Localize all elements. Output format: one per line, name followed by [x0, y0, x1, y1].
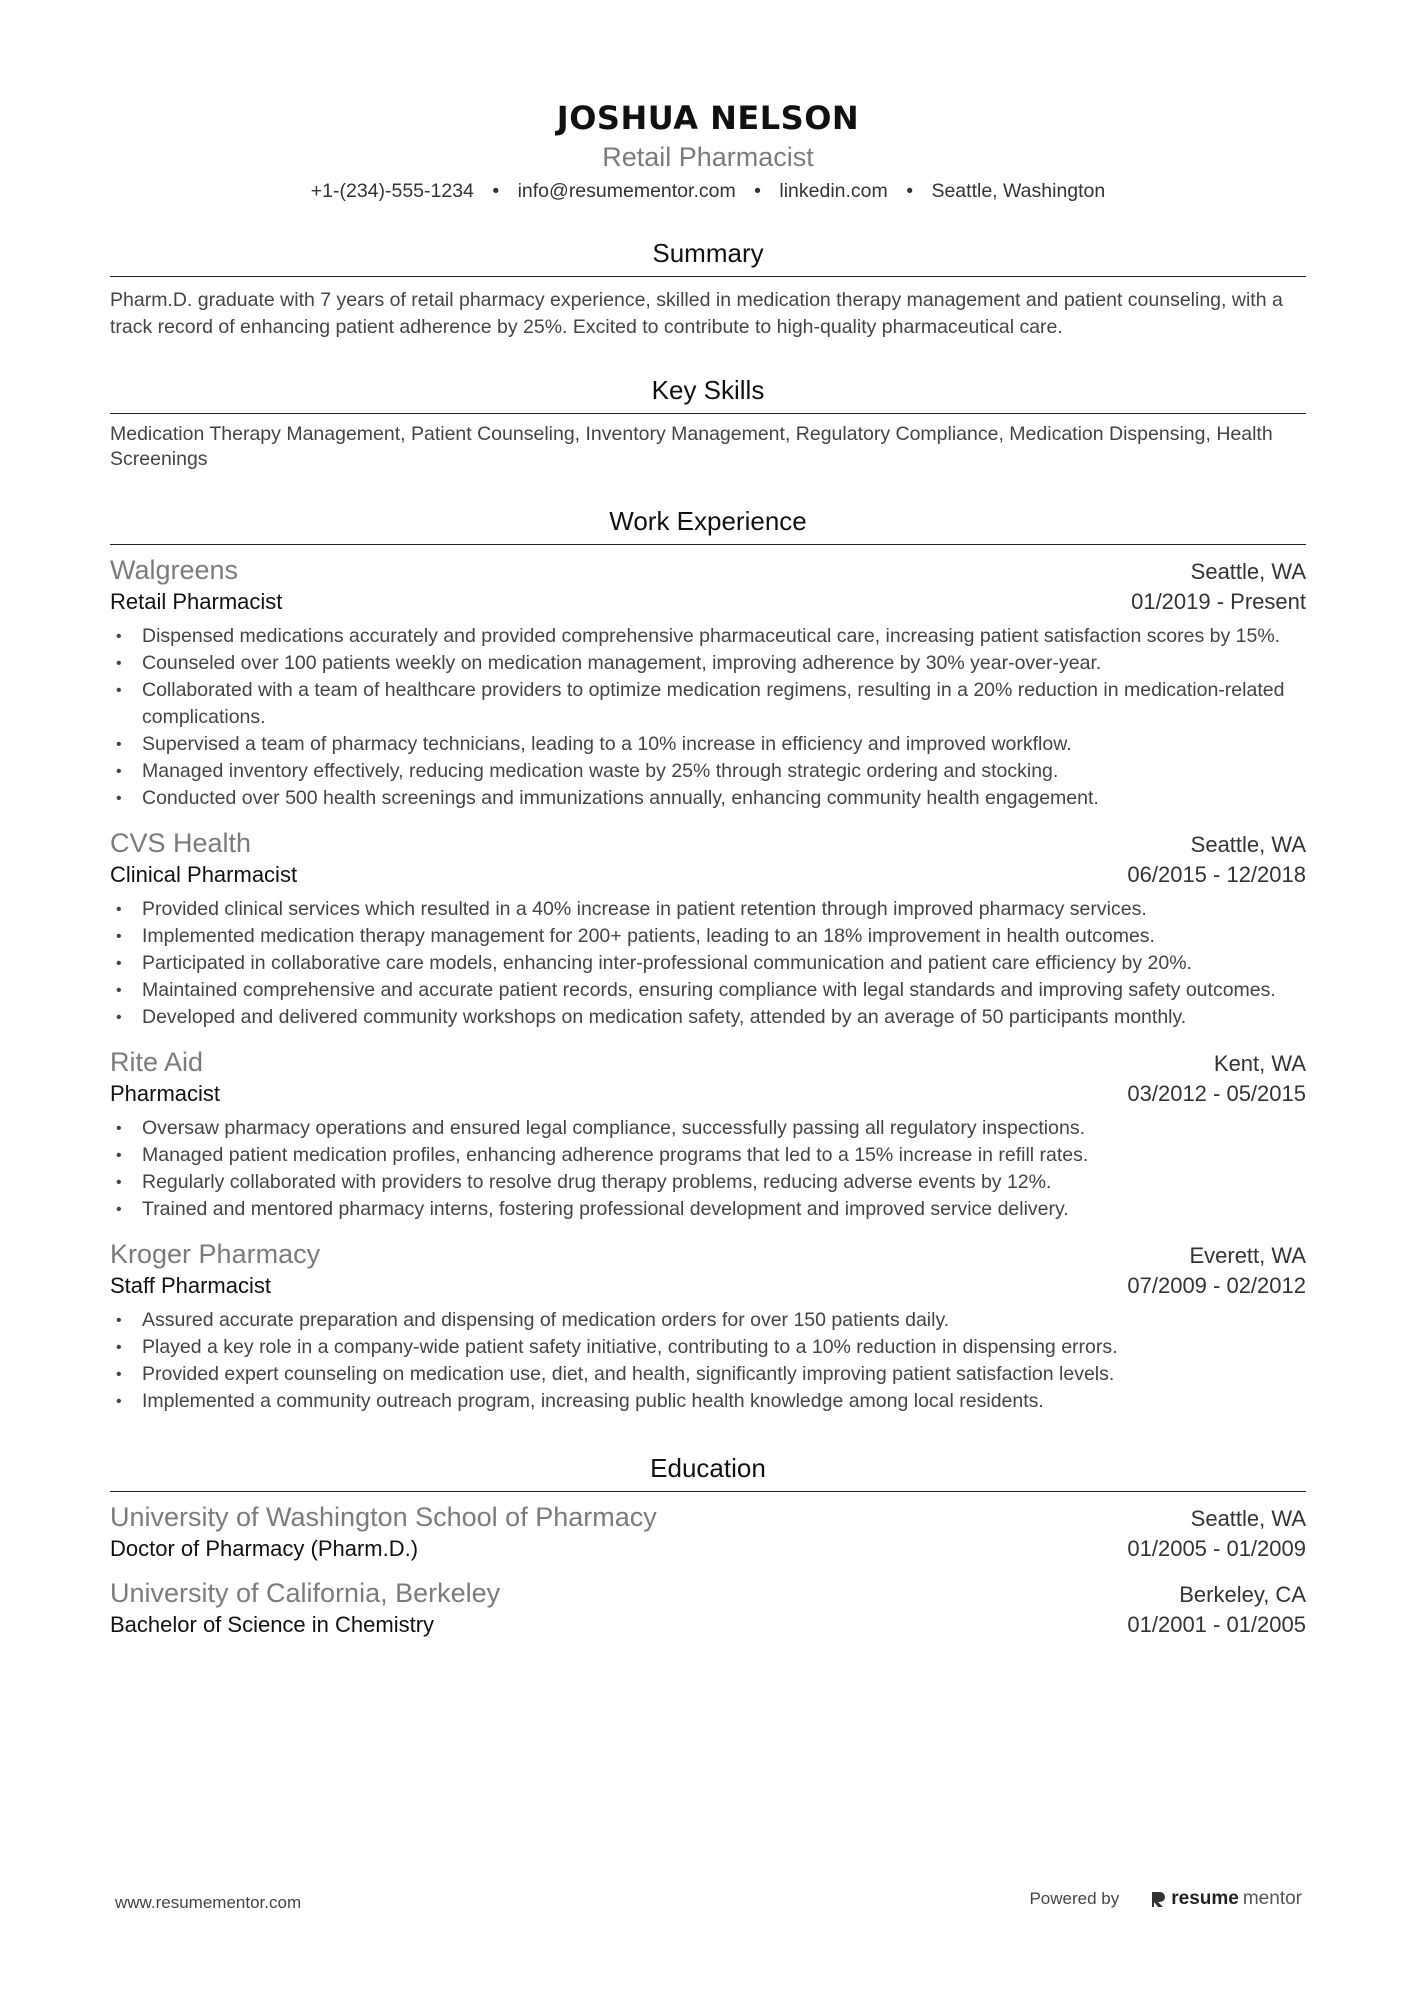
- job-bullet: [110, 623, 1306, 650]
- degree-name: Doctor of Pharmacy (Pharm.D.): [110, 1536, 419, 1561]
- brand-logo-icon: [1149, 1890, 1167, 1908]
- job-dates: 01/2019 - Present: [1131, 589, 1306, 614]
- footer-website[interactable]: www.resumementor.com: [115, 1893, 302, 1912]
- degree-row: [110, 1534, 1306, 1564]
- section-heading-summary: Summary: [110, 236, 1306, 277]
- job-bullet: [110, 1142, 1306, 1169]
- job-bullet: [110, 731, 1306, 758]
- bullet-dot: •: [116, 1009, 122, 1026]
- job-bullet: [110, 1196, 1306, 1223]
- job-bullet-text: Played a key role in a company-wide patient safety initiative, contributing to a 10% reduction in dispensing errors.: [142, 1336, 1118, 1358]
- degree-dates: 01/2005 - 01/2009: [1127, 1536, 1306, 1561]
- job-bullet-text: Provided clinical services which resulted in a 40% increase in patient retention through improved pharmacy services.: [142, 898, 1147, 920]
- bullet-dot: •: [116, 928, 122, 945]
- job-company: Walgreens: [110, 555, 239, 585]
- bullet-dot: •: [116, 1339, 122, 1356]
- education-entry: [110, 1500, 1306, 1564]
- job-bullet: [110, 1307, 1306, 1334]
- job-bullet: [110, 785, 1306, 812]
- education-section: [110, 1451, 1306, 1640]
- contact-line: [110, 176, 1306, 206]
- section-heading-skills: Key Skills: [110, 373, 1306, 414]
- schools-list: [110, 1500, 1306, 1640]
- job-dates: 03/2012 - 05/2015: [1127, 1081, 1306, 1106]
- job-bullet-text: Provided expert counseling on medication use, diet, and health, significantly improving patient satisfaction levels.: [142, 1363, 1115, 1385]
- job-entry: [110, 553, 1306, 812]
- job-bullet: [110, 677, 1306, 731]
- summary-section: [110, 236, 1306, 341]
- job-bullet: [110, 1361, 1306, 1388]
- job-location: Everett, WA: [1189, 1243, 1306, 1268]
- job-bullet-text: Participated in collaborative care models, enhancing inter-professional communication and patient care efficiency by 20%.: [142, 952, 1192, 974]
- contact-separator: •: [906, 180, 914, 202]
- bullet-dot: •: [116, 1366, 122, 1383]
- brand-logo[interactable]: [1149, 1888, 1302, 1910]
- bullet-dot: •: [116, 1201, 122, 1218]
- job-bullet-text: Assured accurate preparation and dispensing of medication orders for over 150 patients daily.: [142, 1309, 950, 1331]
- job-bullet: [110, 1115, 1306, 1142]
- brand-name-part1: resume: [1171, 1888, 1239, 1909]
- job-bullets: [110, 1115, 1306, 1223]
- job-bullet-text: Counseled over 100 patients weekly on medication management, improving adherence by 30% year-over-year.: [142, 652, 1102, 674]
- job-bullet: [110, 977, 1306, 1004]
- job-title: Staff Pharmacist: [110, 1273, 271, 1298]
- school-location: Berkeley, CA: [1179, 1582, 1306, 1607]
- contact-separator: •: [492, 180, 500, 202]
- job-header-row: [110, 1045, 1306, 1079]
- job-bullet-text: Developed and delivered community workshops on medication safety, attended by an average of 50 participants monthly.: [142, 1006, 1187, 1028]
- bullet-dot: •: [116, 1120, 122, 1137]
- contact-phone: +1-(234)-555-1234: [310, 180, 474, 202]
- job-bullet: [110, 1334, 1306, 1361]
- contact-linkedin[interactable]: linkedin.com: [779, 180, 888, 202]
- job-dates: 07/2009 - 02/2012: [1127, 1273, 1306, 1298]
- job-bullets: [110, 1307, 1306, 1415]
- job-location: Seattle, WA: [1190, 832, 1306, 857]
- contact-separator: •: [754, 180, 761, 202]
- powered-by-label: Powered by: [1029, 1889, 1120, 1908]
- jobs-list: [110, 553, 1306, 1415]
- degree-row: [110, 1610, 1306, 1640]
- candidate-role: Retail Pharmacist: [602, 142, 814, 172]
- bullet-dot: •: [116, 982, 122, 999]
- bullet-dot: •: [116, 1147, 122, 1164]
- job-bullet: [110, 1004, 1306, 1031]
- contact-email[interactable]: info@resumementor.com: [517, 180, 736, 202]
- job-bullets: [110, 623, 1306, 812]
- job-bullet-text: Maintained comprehensive and accurate patient records, ensuring compliance with legal standards and improving safety outcomes.: [142, 979, 1276, 1001]
- skills-text: Medication Therapy Management, Patient Counseling, Inventory Management, Regulatory Compliance, Medication Dispensing, Health Screenings: [110, 423, 1273, 470]
- bullet-dot: •: [116, 736, 122, 753]
- job-header-row: [110, 826, 1306, 860]
- job-title-row: [110, 1079, 1306, 1109]
- job-title-row: [110, 860, 1306, 890]
- bullet-dot: •: [116, 901, 122, 918]
- job-location: Seattle, WA: [1190, 559, 1306, 584]
- job-bullet: [110, 650, 1306, 677]
- job-bullet-text: Dispensed medications accurately and provided comprehensive pharmaceutical care, increasing patient satisfaction scores by 15%.: [142, 625, 1281, 647]
- job-bullet: [110, 1388, 1306, 1415]
- bullet-dot: •: [116, 955, 122, 972]
- school-header-row: [110, 1500, 1306, 1534]
- job-bullets: [110, 896, 1306, 1031]
- job-company: Kroger Pharmacy: [110, 1239, 321, 1269]
- degree-dates: 01/2001 - 01/2005: [1127, 1612, 1306, 1637]
- school-name: University of Washington School of Pharmacy: [110, 1502, 657, 1532]
- footer-brand: [1029, 1888, 1302, 1910]
- bullet-dot: •: [116, 763, 122, 780]
- job-title: Clinical Pharmacist: [110, 862, 298, 887]
- job-bullet: [110, 1169, 1306, 1196]
- job-entry: [110, 1045, 1306, 1223]
- job-dates: 06/2015 - 12/2018: [1127, 862, 1306, 887]
- summary-text: Pharm.D. graduate with 7 years of retail pharmacy experience, skilled in medication therapy management and patient counseling, with a track record of enhancing patient adherence by 25%. Excited to contribute to high-quality pharmaceutical care.: [110, 289, 1283, 338]
- job-bullet: [110, 923, 1306, 950]
- job-header-row: [110, 553, 1306, 587]
- job-header-row: [110, 1237, 1306, 1271]
- job-bullet-text: Collaborated with a team of healthcare providers to optimize medication regimens, resulting in a 20% reduction in medication-related complications.: [142, 679, 1285, 728]
- job-bullet-text: Supervised a team of pharmacy technicians, leading to a 10% increase in efficiency and improved workflow.: [142, 733, 1072, 755]
- school-location: Seattle, WA: [1190, 1506, 1306, 1531]
- job-bullet-text: Conducted over 500 health screenings and immunizations annually, enhancing community health engagement.: [142, 787, 1099, 809]
- job-entry: [110, 1237, 1306, 1415]
- job-bullet: [110, 758, 1306, 785]
- job-title-row: [110, 1271, 1306, 1301]
- bullet-dot: •: [116, 790, 122, 807]
- bullet-dot: •: [116, 655, 122, 672]
- bullet-dot: •: [116, 1174, 122, 1191]
- education-entry: [110, 1576, 1306, 1640]
- bullet-dot: •: [116, 682, 122, 699]
- section-heading-education: Education: [110, 1451, 1306, 1492]
- job-title: Retail Pharmacist: [110, 589, 283, 614]
- bullet-dot: •: [116, 1393, 122, 1410]
- job-company: CVS Health: [110, 828, 252, 858]
- job-company: Rite Aid: [110, 1047, 204, 1077]
- bullet-dot: •: [116, 1312, 122, 1329]
- job-bullet: [110, 950, 1306, 977]
- job-entry: [110, 826, 1306, 1031]
- job-location: Kent, WA: [1213, 1051, 1306, 1076]
- job-bullet-text: Oversaw pharmacy operations and ensured legal compliance, successfully passing all regulatory inspections.: [142, 1117, 1085, 1139]
- job-bullet-text: Implemented medication therapy management for 200+ patients, leading to an 18% improvement in health outcomes.: [142, 925, 1155, 947]
- brand-name-part2: mentor: [1242, 1888, 1302, 1909]
- contact-location: Seattle, Washington: [931, 180, 1106, 202]
- degree-name: Bachelor of Science in Chemistry: [110, 1612, 435, 1637]
- job-bullet-text: Managed patient medication profiles, enhancing adherence programs that led to a 15% increase in refill rates.: [142, 1144, 1089, 1166]
- job-bullet-text: Implemented a community outreach program, increasing public health knowledge among local residents.: [142, 1390, 1044, 1412]
- resume-content: [110, 96, 1306, 1640]
- job-bullet-text: Trained and mentored pharmacy interns, fostering professional development and improved service delivery.: [142, 1198, 1069, 1220]
- job-bullet: [110, 896, 1306, 923]
- school-header-row: [110, 1576, 1306, 1610]
- job-bullet-text: Managed inventory effectively, reducing medication waste by 25% through strategic ordering and stocking.: [142, 760, 1059, 782]
- job-title-row: [110, 587, 1306, 617]
- candidate-name: JOSHUA NELSON: [556, 99, 860, 137]
- skills-section: [110, 373, 1306, 472]
- bullet-dot: •: [116, 628, 122, 645]
- school-name: University of California, Berkeley: [110, 1578, 501, 1608]
- section-heading-experience: Work Experience: [110, 504, 1306, 545]
- experience-section: [110, 504, 1306, 1415]
- job-title: Pharmacist: [110, 1081, 221, 1106]
- job-bullet-text: Regularly collaborated with providers to resolve drug therapy problems, reducing adverse events by 12%.: [142, 1171, 1052, 1193]
